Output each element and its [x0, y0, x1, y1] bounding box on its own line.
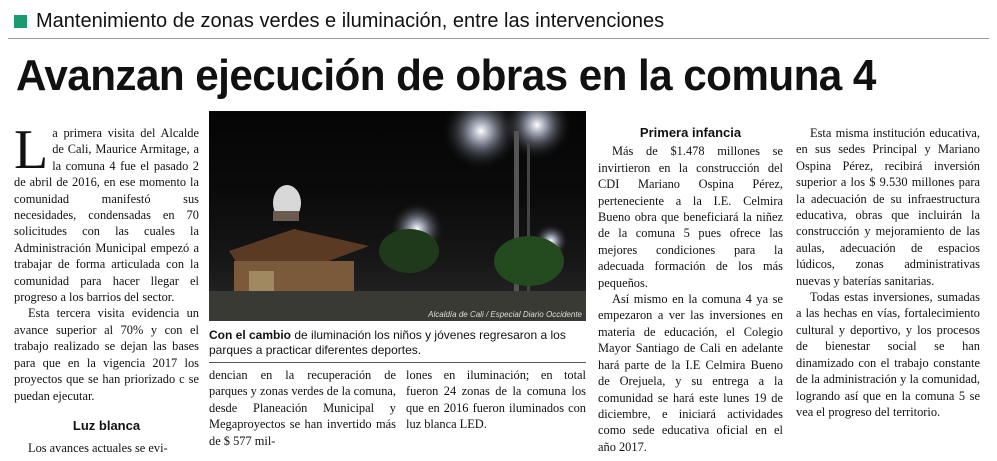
dropcap: L — [14, 119, 49, 181]
photo-caption — [209, 328, 584, 358]
paragraph: Esta tercera visita evidencia un avance superior al 70% y con el trabajo realizado se dejan las bases para que en la vigencia 2017 los proyectos que se han priorizado c se puedan ejecutar. — [14, 306, 199, 403]
caption-rule — [209, 362, 586, 363]
paragraph: Todas estas inversiones, sumadas a las hechas en vías, fortalecimiento cultural y deportivo, y los procesos de bienestar social se han dinamizado con el trabajo constante de la administración y la comunidad, logrando así que en la comuna 5 se vea el progreso del territorio. — [796, 290, 980, 419]
caption-text: de iluminación los niños y jóvenes regresaron a los parques a practicar diferentes deportes. — [209, 328, 566, 357]
kicker-text: Mantenimiento de zonas verdes e iluminación, entre las intervenciones — [36, 9, 665, 32]
paragraph-text: a primera visita del Alcalde de Cali, Maurice Armitage, a la comuna 4 fue el pasado 2 de abril de 2016, en ese momento la comunidad manifestó sus necesidades, condensadas en 70 solicitudes con las cuales la Administración Municipal empezó a trabajar de forma articulada con la comunidad para hacer llegar el progreso a los barrios del sector. — [14, 126, 199, 305]
night-park-image — [209, 111, 586, 321]
photo-credit: Alcaldía de Cali / Especial Diario Occidente — [428, 310, 582, 319]
kicker-square-icon — [14, 15, 27, 28]
subhead-luz-blanca: Luz blanca — [72, 417, 141, 433]
paragraph: Los avances actuales se evi- — [28, 441, 168, 456]
paragraph: dencian en la recuperación de parques y zonas verdes de la comuna, desde Planeación Municipal y Megaproyectos se han invertido más de $ 577 mil- — [209, 368, 396, 448]
kicker — [14, 8, 664, 34]
column-5 — [796, 125, 980, 420]
paragraph: Más de $1.478 millones se invirtieron en la construcción del CDI Mariano Ospina Pérez, perteneciente a la I.E. Celmira Bueno obra que beneficiará la niñez de la comuna 5 pues ofrece las mejores condiciones para la adecuada formación de los más pequeños. — [598, 144, 783, 290]
column-3 — [406, 367, 586, 433]
paragraph: Así mismo en la comuna 4 ya se empezaron a ver las inversiones en materia de educación, el Colegio Mayor Santiago de Cali en adelante hará parte de la I.E Celmira Bueno de Orejuela, y su entrega a la comunidad se hará este lunes 19 de diciembre, e iniciará actividades como sede educativa oficial en el año 2017. — [598, 292, 783, 454]
subhead-primera-infancia: Primera infancia — [639, 125, 742, 140]
caption-lead: Con el cambio — [209, 328, 292, 342]
paragraph: Esta misma institución educativa, en sus sedes Principal y Mariano Ospina Pérez, recibirá inversión superior a los $ 9.530 millones para la adecuación de su infraestructura educativa, obras que incluirán la construcción y mejoramiento de las aulas, adecuación de espacios lúdicos, zonas administrativas nuevas y baterías sanitarias. — [796, 126, 980, 288]
article-photo — [209, 111, 586, 321]
header-rule — [8, 38, 989, 39]
headline: Avanzan ejecución de obras en la comuna 4 — [16, 51, 876, 100]
column-1 — [14, 119, 199, 457]
column-4 — [598, 125, 783, 455]
paragraph: lones en iluminación; en total fueron 24 zonas de la comuna los que en 2016 fueron iluminados con luz blanca LED. — [406, 368, 586, 432]
column-2 — [209, 367, 396, 449]
paragraph — [14, 119, 199, 305]
